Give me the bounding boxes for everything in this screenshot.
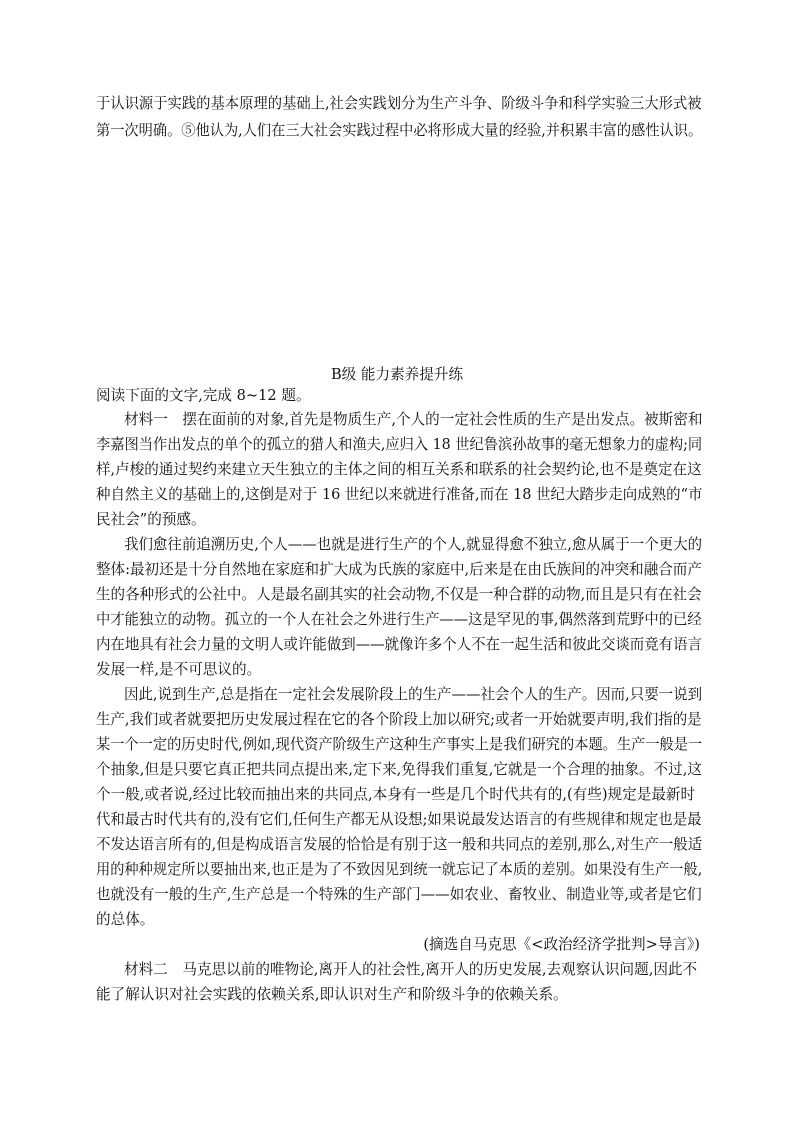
text-line: 代和最古时代共有的,没有它们,任何生产都无从设想;如果说最发达语言的有些规律和规定也是最 (96, 811, 702, 828)
text-line: 个一般,或者说,经过比较而抽出来的共同点,本身有一些是几个时代共有的,(有些)规定是最新时 (96, 786, 696, 803)
text-line: 发展一样,是不可思议的。 (96, 661, 262, 678)
text-line: 用的种种规定所以要抽出来,也正是为了不致因见到统一就忘记了本质的差别。如果没有生产一般, (96, 861, 703, 878)
text-line: 某一个一定的历史时代,例如,现代资产阶级生产这种生产事实上是我们研究的本题。生产一般是一 (96, 736, 703, 753)
text-line: 内在地具有社会力量的文明人或许能做到——就像许多个人不在一起生活和彼此交谈而竟有语言 (96, 636, 702, 653)
text-line: 李嘉图当作出发点的单个的孤立的猎人和渔夫,应归入 18 世纪鲁滨孙故事的毫无想象力的虚构;同 (96, 436, 703, 453)
text-line: 材料一 摆在面前的对象,首先是物质生产,个人的一定社会性质的生产是出发点。被斯密和 (124, 411, 703, 428)
text-line: 我们愈往前追溯历史,个人——也就是进行生产的个人,就显得愈不独立,愈从属于一个更大的 (124, 536, 703, 553)
text-line: 材料二 马克思以前的唯物论,离开人的社会性,离开人的历史发展,去观察认识问题,因此不 (124, 961, 698, 978)
text-line: 的总体。 (96, 911, 155, 928)
text-line: 于认识源于实践的基本原理的基础上,社会实践划分为生产斗争、阶级斗争和科学实验三大形式被 (96, 95, 702, 112)
text-line: 能了解认识对社会实践的依赖关系,即认识对生产和阶级斗争的依赖关系。 (96, 986, 568, 1003)
section-heading: B级 能力素养提升练 (330, 366, 464, 383)
text-line: 中才能独立的动物。孤立的一个人在社会之外进行生产——这是罕见的事,偶然落到荒野中的已经 (96, 611, 702, 628)
text-line: 因此,说到生产,总是指在一定社会发展阶段上的生产——社会个人的生产。因而,只要一说到 (124, 686, 703, 703)
text-line: 民社会”的预感。 (96, 511, 206, 528)
text-line: 生产,我们或者就要把历史发展过程在它的各个阶段上加以研究;或者一开始就要声明,我们指的是 (96, 711, 702, 728)
text-line: 不发达语言所有的,但是构成语言发展的恰恰是有别于这一般和共同点的差别,那么,对生产一般适 (96, 836, 703, 853)
text-line: 种自然主义的基础上的,这倒是对于 16 世纪以来就进行准备,而在 18 世纪大踏步走向成熟的“市 (96, 486, 703, 503)
text-line: 生的各种形式的公社中。人是最名副其实的社会动物,不仅是一种合群的动物,而且是只有在社会 (96, 586, 702, 603)
instruction-text: 阅读下面的文字,完成 8~12 题。 (96, 387, 311, 404)
text-line: 样,卢梭的通过契约来建立天生独立的主体之间的相互关系和联系的社会契约论,也不是奠定在这 (96, 461, 702, 478)
text-line: 个抽象,但是只要它真正把共同点提出来,定下来,免得我们重复,它就是一个合理的抽象。不过,这 (96, 761, 702, 778)
text-line: 第一次明确。⑤他认为,人们在三大社会实践过程中必将形成大量的经验,并积累丰富的感性认识。 (96, 122, 703, 139)
text-line: 整体:最初还是十分自然地在家庭和扩大成为氏族的家庭中,后来是在由氏族间的冲突和融合而产 (96, 561, 702, 578)
text-line: 也就没有一般的生产,生产总是一个特殊的生产部门——如农业、畜牧业、制造业等,或者是它们 (96, 886, 702, 903)
source-citation: (摘选自马克思《<政治经济学批判>导言》) (423, 936, 700, 953)
